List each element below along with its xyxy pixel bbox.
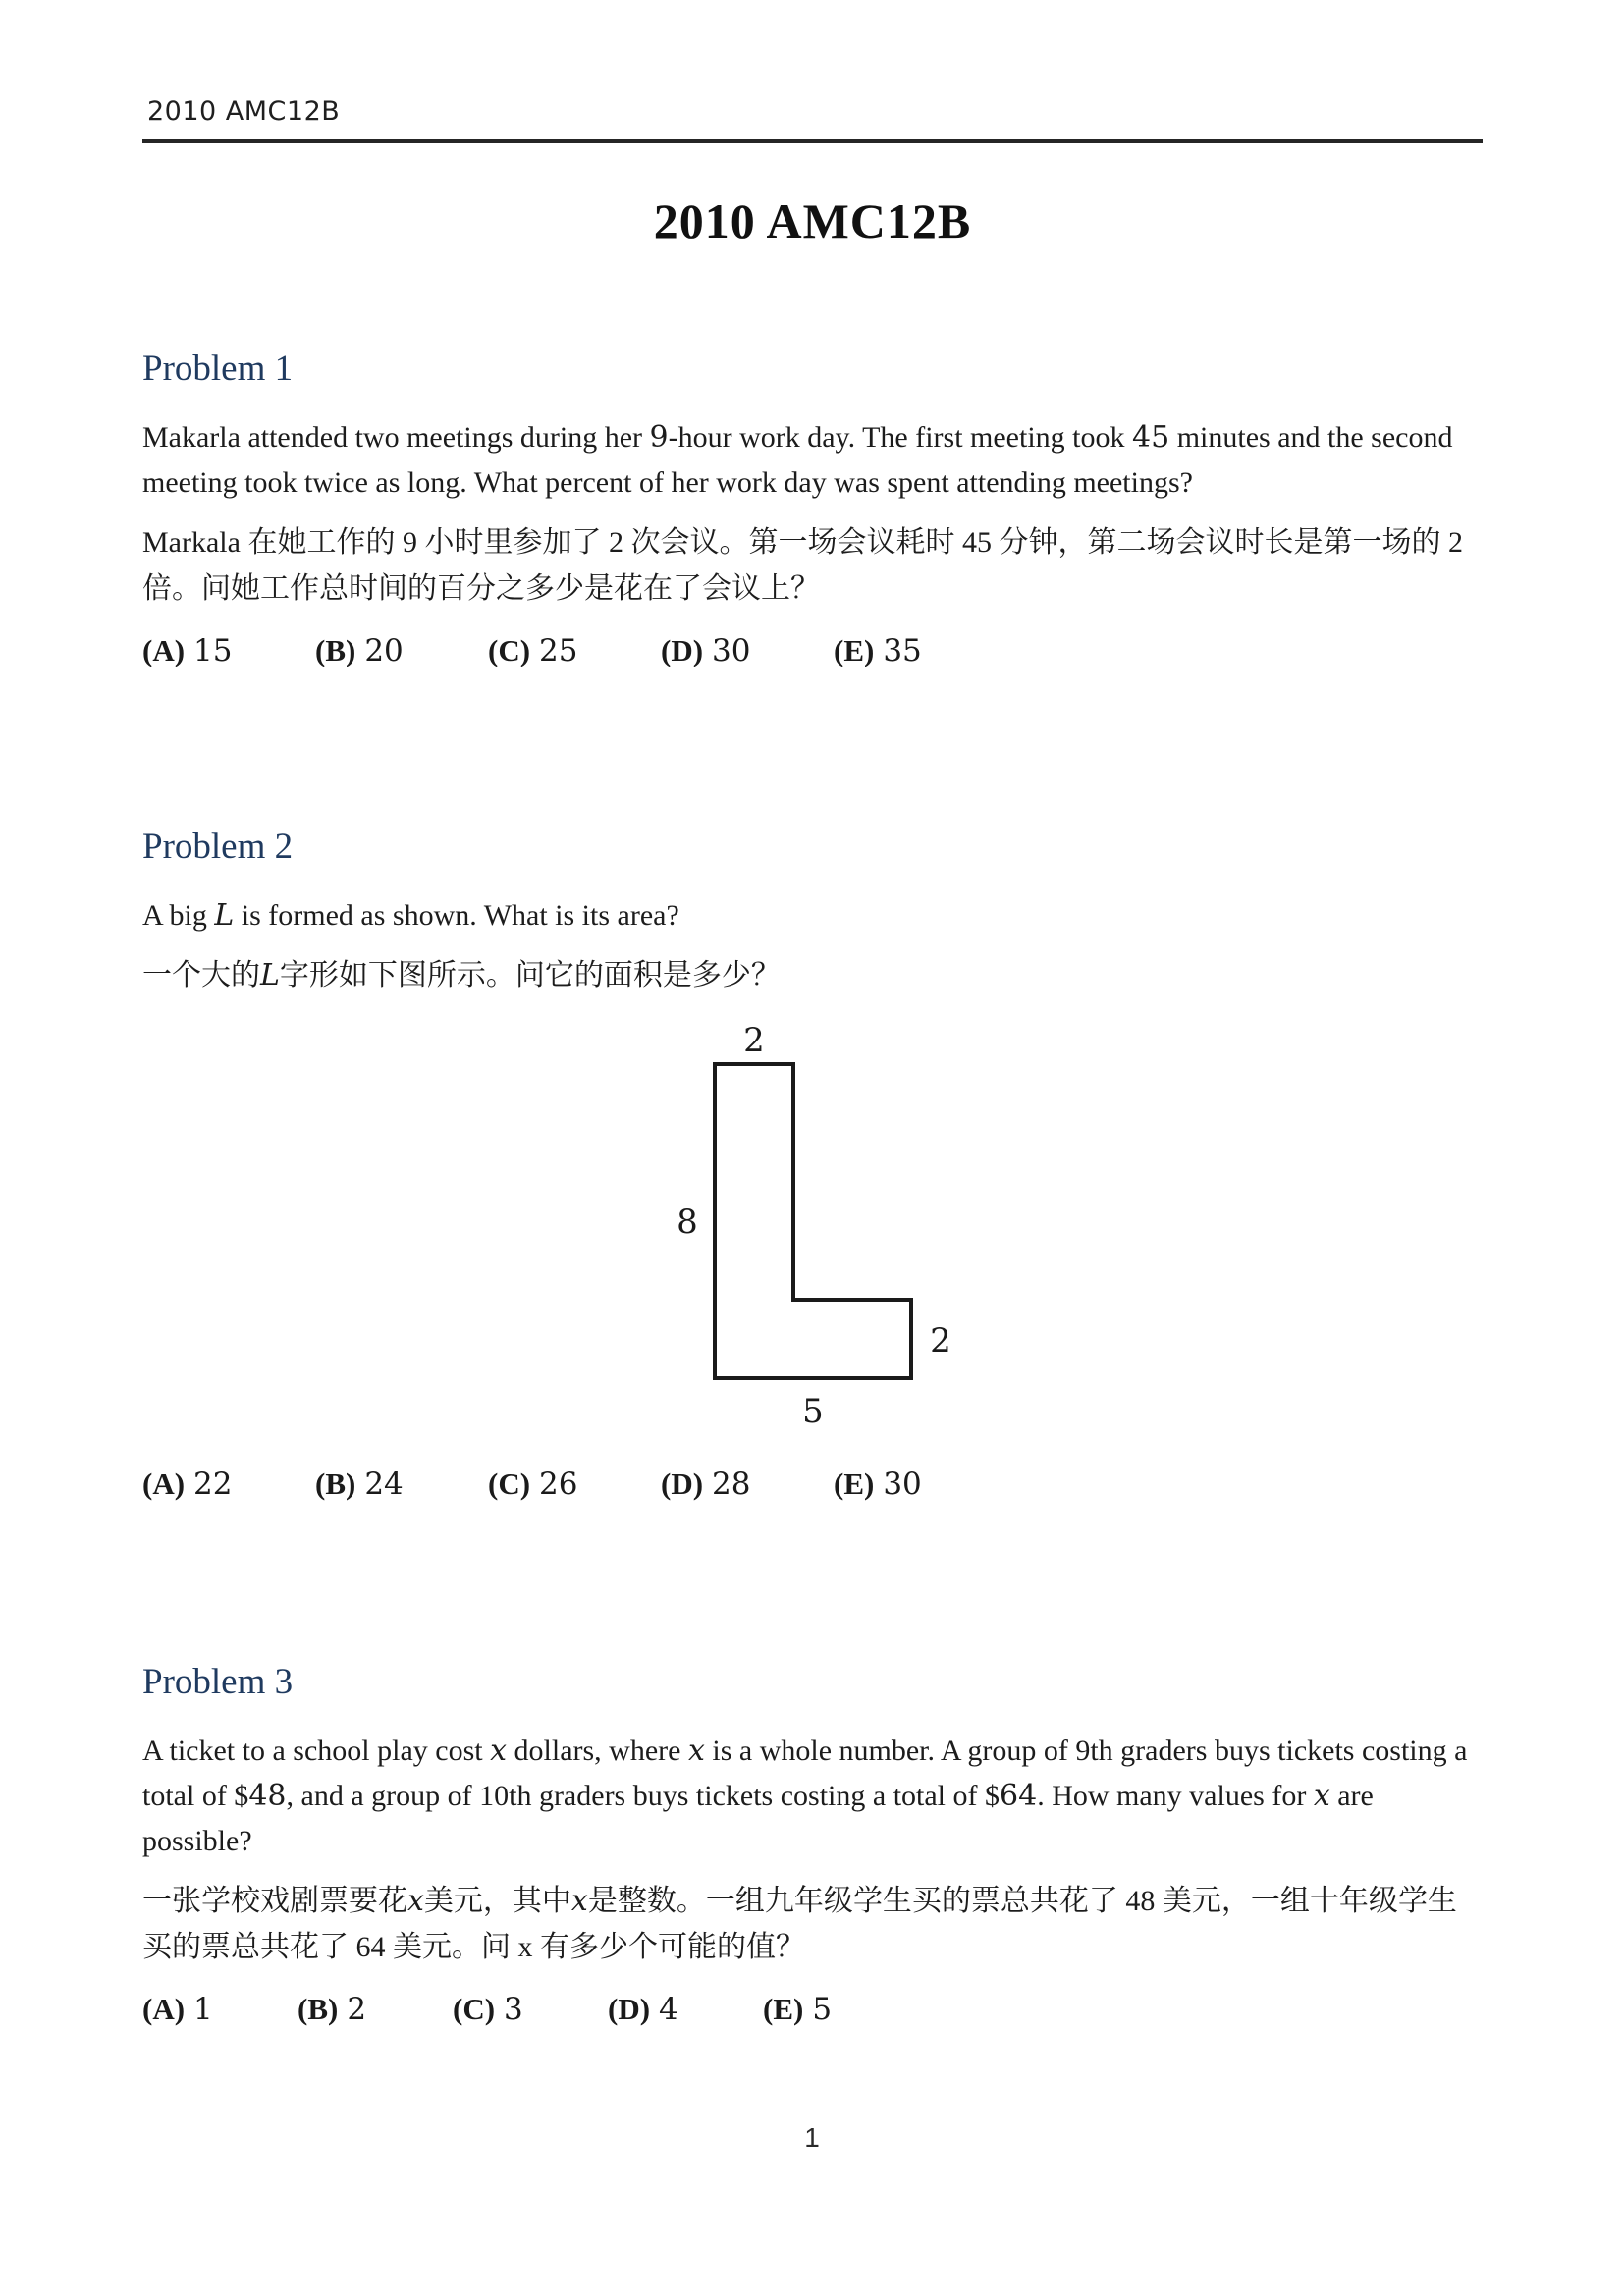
problem-1-heading: Problem 1 [142,348,294,389]
l-shape-outline [715,1064,911,1378]
choice-b [315,631,488,670]
choice-e [834,631,1006,670]
choice-b [315,1465,488,1504]
choice-d-label: (D) [661,633,704,667]
choice-c-value: 25 [539,633,578,668]
choice-b-label: (B) [315,633,356,667]
choice-d [608,1990,763,2029]
choice-b-value: 2 [347,1992,367,2027]
choice-a [142,1465,315,1504]
problem-1-text-chinese: Markala 在她工作的 9 小时里参加了 2 次会议。第一场会议耗时 45 分钟，第二场会议时长是第一场的 2 倍。问她工作总时间的百分之多少是花在了会议上？ [142,526,1463,605]
problem-2-figure [142,1010,1483,1439]
choice-d [661,631,834,670]
choice-b-value: 24 [364,1467,404,1502]
choice-e [763,1990,918,2029]
problem-3-text-english: A ticket to a school play cost x dollars, where x is a whole number. A group of 9th graders buys tickets costing a total of $48, and a group of 10th graders buys tickets costing a total of $64. How many values for x are possible? [142,1734,1468,1857]
choice-a-label: (A) [142,1992,186,2026]
choice-e-label: (E) [834,1467,875,1501]
dimension-label-left: 8 [676,1202,698,1242]
choice-c-value: 3 [504,1992,523,2027]
choice-e-label: (E) [834,633,875,667]
problem-3-answer-choices [142,1990,1483,2029]
problem-1-section [142,347,1483,670]
choice-c [488,1465,661,1504]
choice-a-value: 15 [193,633,233,668]
choice-b-label: (B) [298,1992,339,2026]
page-title: 2010 AMC12B [653,193,972,248]
header-rule [142,139,1483,143]
choice-a-label: (A) [142,1467,186,1501]
page-number: 1 [804,2122,820,2153]
choice-e-value: 35 [883,633,922,668]
choice-c [453,1990,608,2029]
choice-e-value: 30 [883,1467,922,1502]
problem-3-text-chinese: 一张学校戏剧票要花x美元，其中x是整数。一组九年级学生买的票总共花了 48 美元，一组十年级学生买的票总共花了 64 美元。问 x 有多少个可能的值？ [142,1884,1457,1963]
problem-1-answer-choices [142,631,1483,670]
choice-b-value: 20 [364,633,404,668]
choice-e-value: 5 [812,1992,833,2027]
choice-a-label: (A) [142,633,186,667]
choice-d-value: 30 [712,633,751,668]
choice-b [298,1990,453,2029]
choice-a [142,631,315,670]
problem-1-text-english: Makarla attended two meetings during her 9-hour work day. The first meeting took 45 minutes and the second meeting took twice as long. What percent of her work day was spent attending meetings? [142,420,1453,499]
choice-e [834,1465,1006,1504]
dimension-label-bottom: 5 [801,1392,824,1431]
choice-d-value: 4 [659,1992,678,2027]
choice-a-value: 1 [193,1992,213,2027]
choice-c-value: 26 [539,1467,578,1502]
choice-a-value: 22 [193,1467,233,1502]
choice-d-label: (D) [608,1992,651,2026]
choice-d-label: (D) [661,1467,704,1501]
problem-2-answer-choices [142,1465,1483,1504]
problem-2-heading: Problem 2 [142,827,294,867]
choice-d [661,1465,834,1504]
choice-d-value: 28 [712,1467,751,1502]
choice-a [142,1990,298,2029]
l-shape-figure [587,1010,1039,1434]
problem-2-section [142,826,1483,1504]
choice-c-label: (C) [488,633,531,667]
dimension-label-right: 2 [929,1321,951,1361]
choice-c-label: (C) [488,1467,531,1501]
problem-2-text-english: A big L is formed as shown. What is its area? [142,898,679,933]
choice-c [488,631,661,670]
choice-e-label: (E) [763,1992,804,2026]
choice-b-label: (B) [315,1467,356,1501]
dimension-label-top: 2 [742,1021,765,1060]
choice-c-label: (C) [453,1992,496,2026]
running-header: 2010 AMC12B [147,96,341,127]
problem-3-section [142,1661,1483,2029]
problem-3-heading: Problem 3 [142,1662,294,1702]
problem-2-text-chinese: 一个大的L字形如下图所示。问它的面积是多少？ [142,958,781,992]
